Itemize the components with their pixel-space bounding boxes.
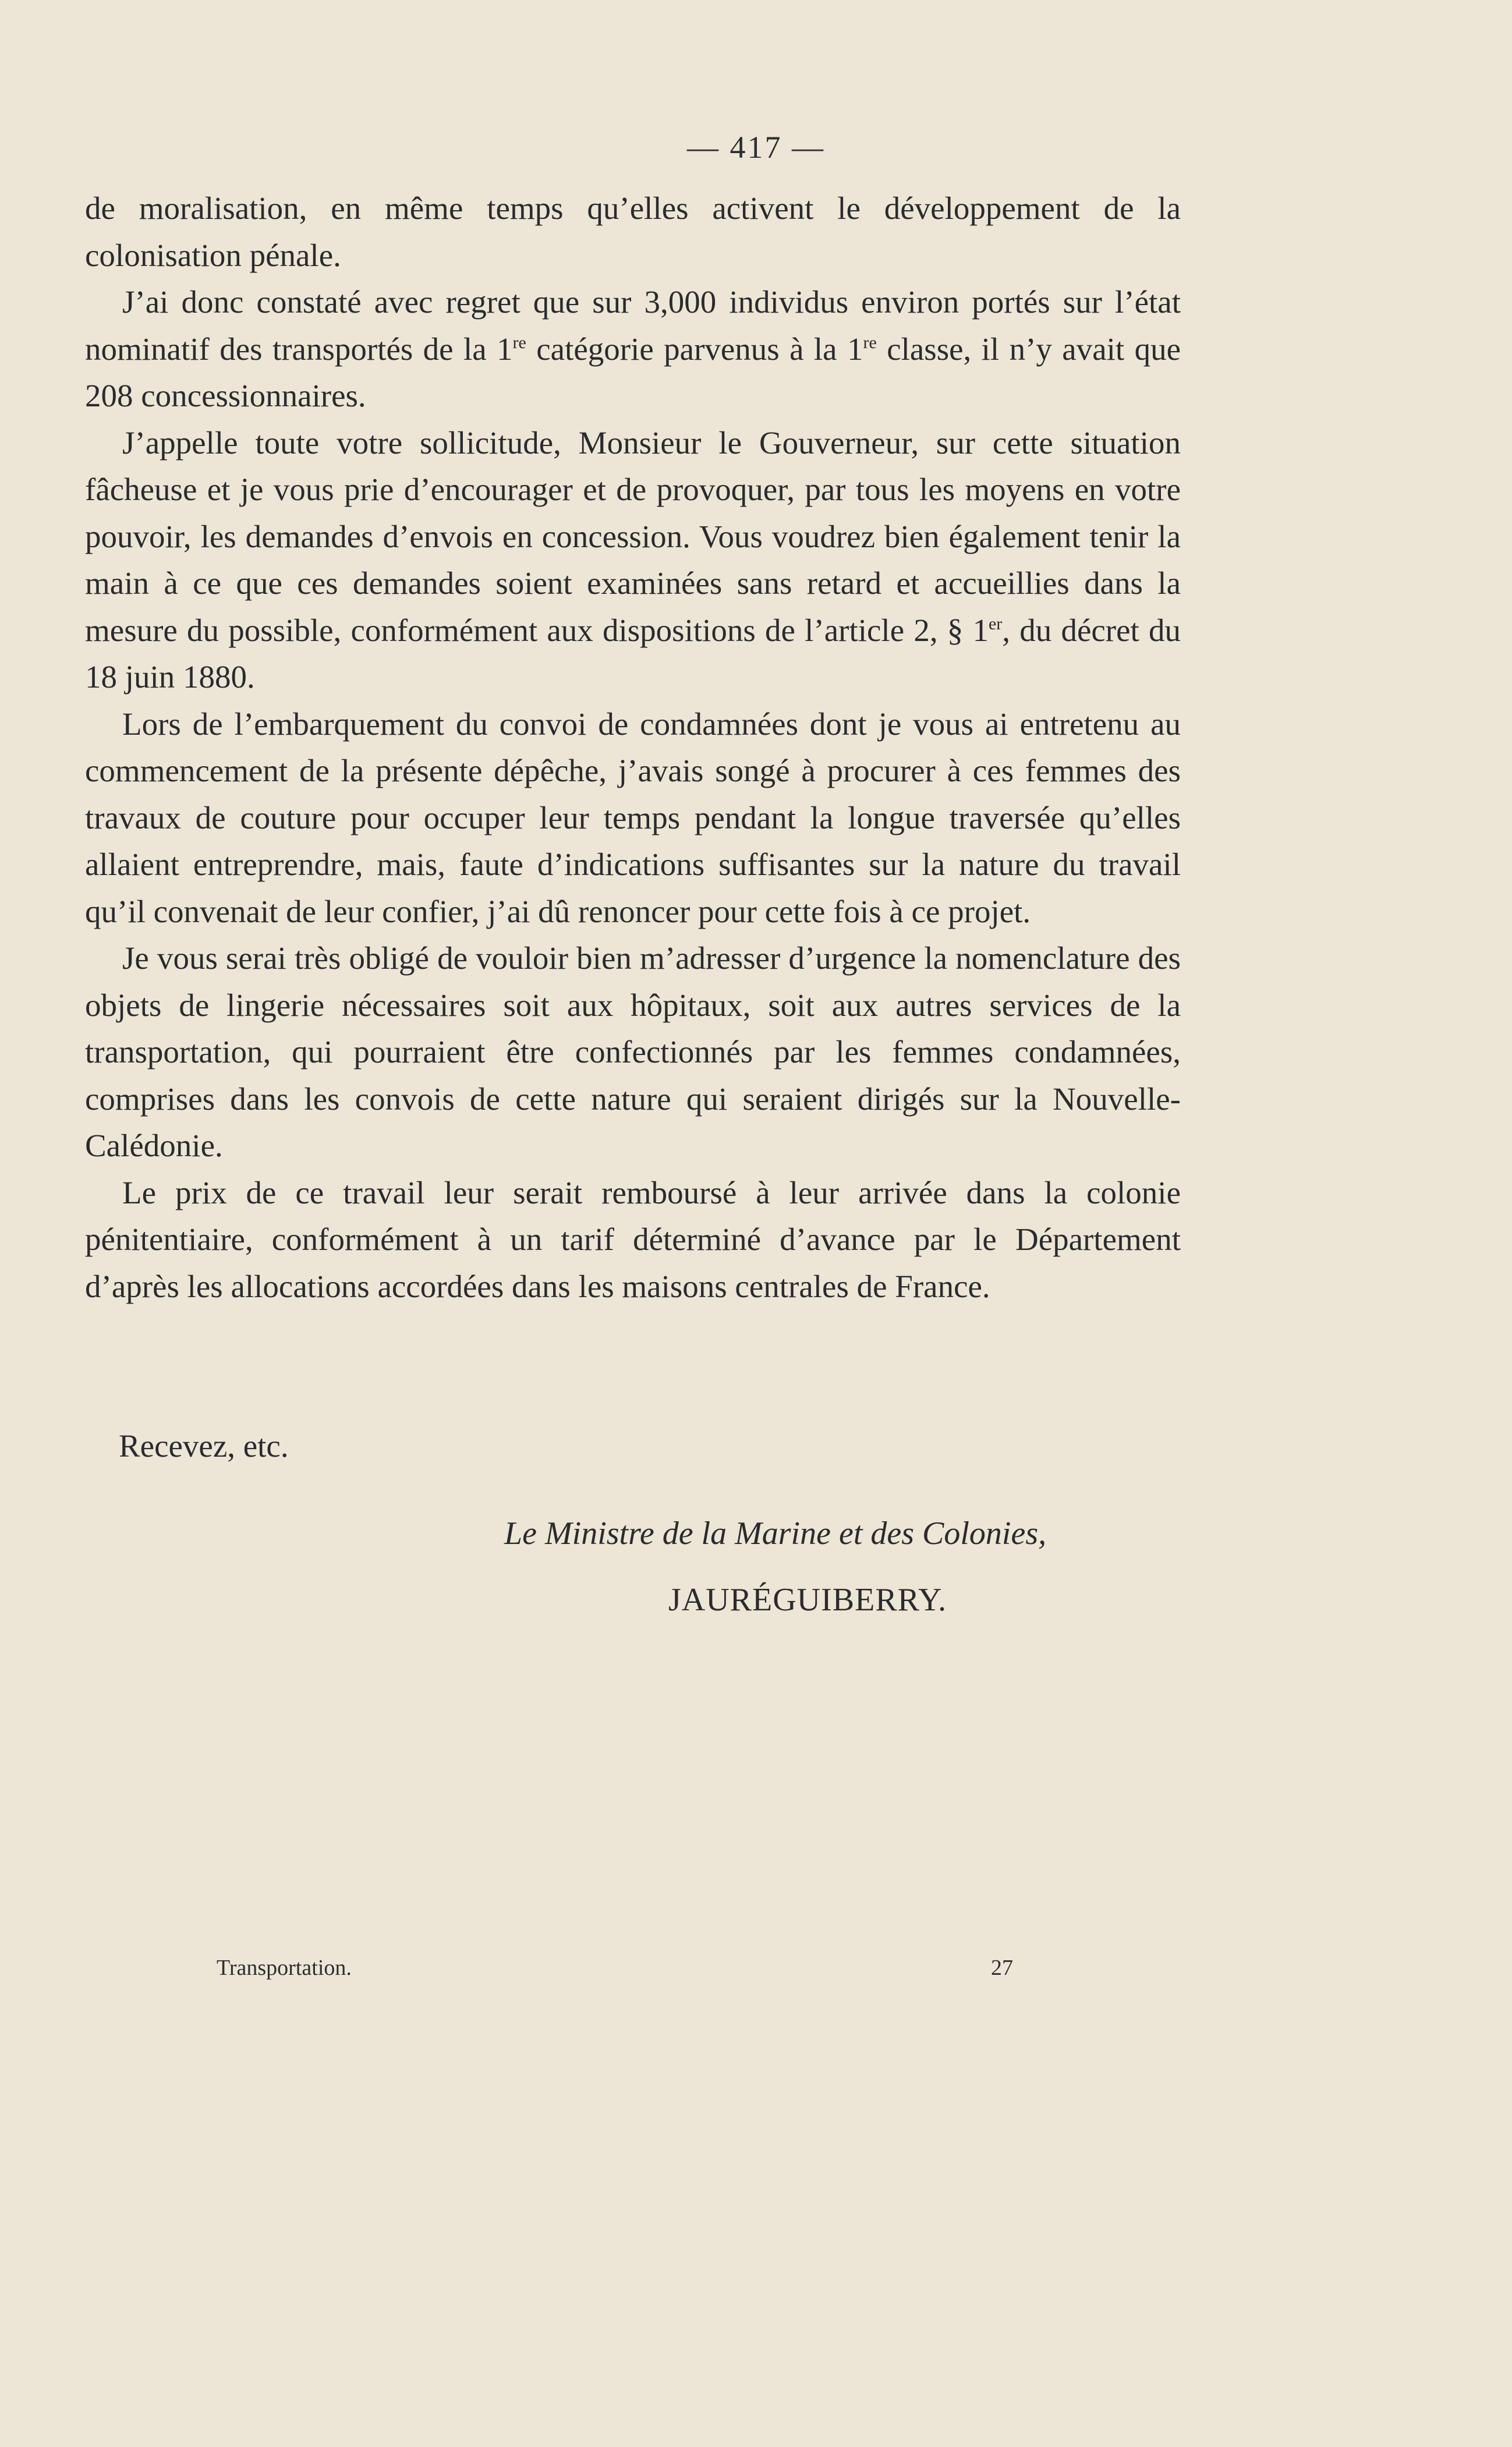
paragraph-continuation: de moralisation, en même temps qu’elles activent le développement de la colonisation pénale.: [85, 190, 1181, 273]
signature-title: Le Ministre de la Marine et des Colonies,: [504, 1515, 1047, 1552]
paragraph-embarquement: Lors de l’embarquement du convoi de condamnées dont je vous ai entretenu au commencement de la présente dépêche, j’avais songé à procurer à ces femmes des travaux de couture pour occuper leur temps pendant la longue traversée qu’elles allaient entreprendre, mais, faute d’indications suffisantes sur la nature du travail qu’il convenait de leur confier, j’ai dû renoncer pour cette fois à ce projet.: [85, 706, 1181, 929]
paragraph-prix: Le prix de ce travail leur serait remboursé à leur arrivée dans la colonie pénitentiaire, conformément à un tarif déterminé d’avance par le Département d’après les allocations accordées dans les maisons centrales de France.: [85, 1174, 1181, 1304]
letter-body: [85, 185, 1181, 1310]
superscript-re: re: [863, 332, 877, 352]
paragraph-nomenclature: Je vous serai très obligé de vouloir bien m’adresser d’urgence la nomenclature des objets de lingerie nécessaires soit aux hôpitaux, soit aux autres services de la transportation, qui pourraient être confectionnés par les femmes condamnées, comprises dans les convois de cette nature qui seraient dirigés sur la Nouvelle-Calédonie.: [85, 940, 1181, 1163]
signature-name: JAURÉGUIBERRY.: [668, 1582, 947, 1618]
footer-section-label: Transportation.: [217, 1956, 352, 1980]
paragraph-text: catégorie parvenus à la 1: [526, 331, 863, 367]
paragraph-sollicitude: [85, 420, 1181, 701]
paragraph-text: classe, il n’y avait que 208 concessionnaires.: [85, 331, 1181, 413]
closing-formula: Recevez, etc.: [119, 1428, 289, 1464]
paragraph-text: , du décret du 18 juin 1880.: [85, 612, 1181, 695]
superscript-re: re: [512, 332, 526, 352]
footer-signature-mark: 27: [991, 1956, 1013, 1980]
paragraph-concessionnaires: [85, 279, 1181, 420]
paragraph-text: J’appelle toute votre sollicitude, Monsieur le Gouverneur, sur cette situation fâcheuse et je vous prie d’encourager et de provoquer, par tous les moyens en votre pouvoir, les demandes d’envois en concession. Vous voudrez bien également tenir la main à ce que ces demandes soient examinées sans retard et accueillies dans la mesure du possible, conformément aux dispositions de l’article 2, § 1: [85, 424, 1181, 648]
paragraph-text: J’ai donc constaté avec regret que sur 3,000 individus environ portés sur l’état nominatif des transportés de la 1: [85, 284, 1181, 367]
page-number: — 417 —: [687, 130, 825, 165]
superscript-er: er: [988, 614, 1003, 633]
